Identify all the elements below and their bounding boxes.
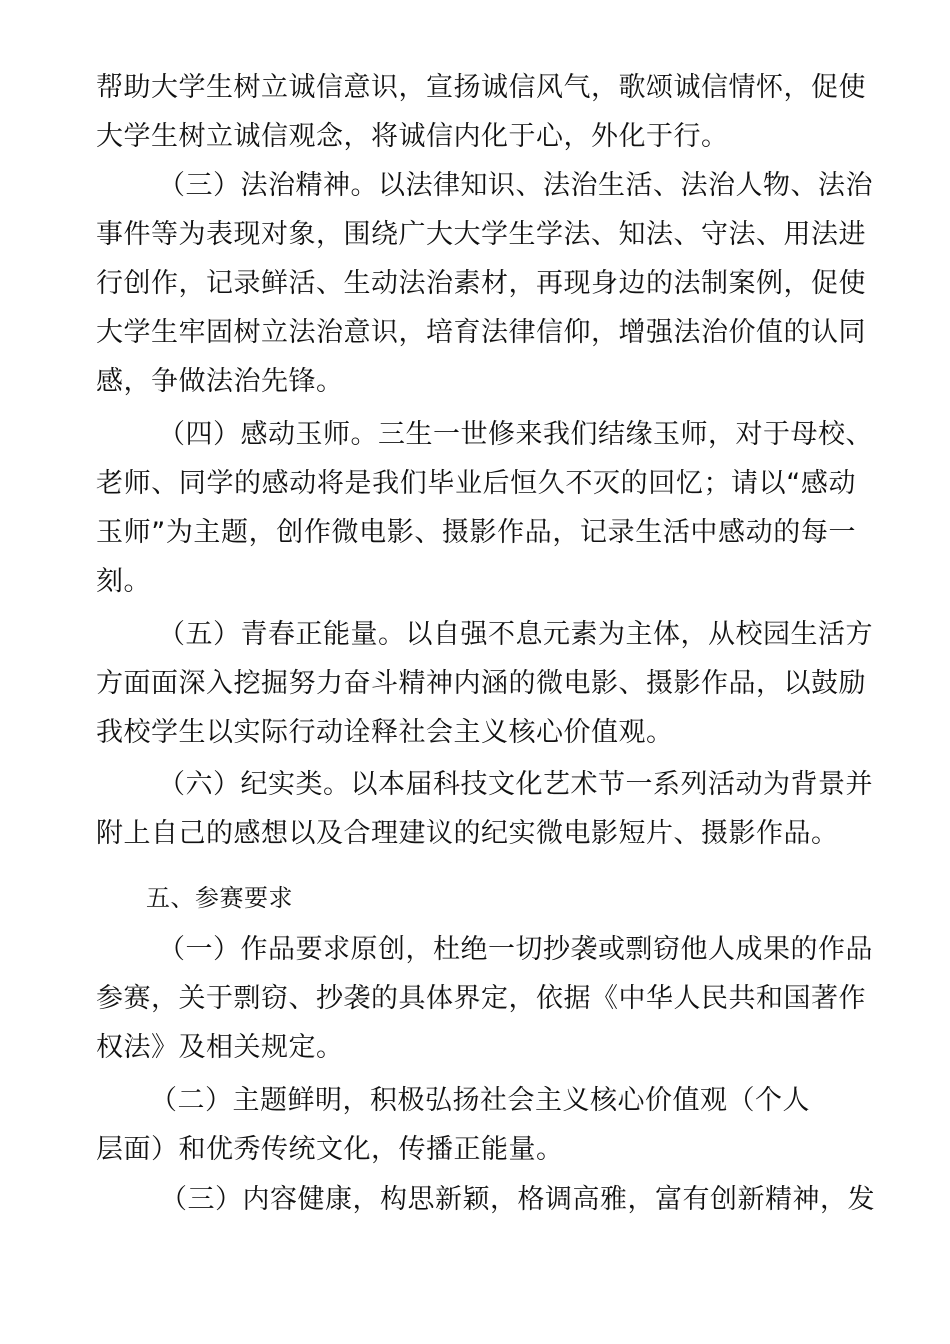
text-line: 附上自己的感想以及合理建议的纪实微电影短片、摄影作品。 (96, 818, 839, 849)
text-line: （二）主题鲜明，积极弘扬社会主义核心价值观（个人 (150, 1085, 810, 1116)
text-line: 事件等为表现对象，围绕广大大学生学法、知法、守法、用法进 (96, 219, 866, 250)
text-line: （一）作品要求原创，杜绝一切抄袭或剽窃他人成果的作品 (158, 934, 873, 965)
text-line: 帮助大学生树立诚信意识，宣扬诚信风气，歌颂诚信情怀，促使 (96, 72, 866, 103)
text-line: 参赛，关于剽窃、抄袭的具体界定，依据《中华人民共和国著作 (96, 983, 866, 1014)
text-line: （六）纪实类。以本届科技文化艺术节一系列活动为背景并 (158, 769, 873, 800)
text-line: 感，争做法治先锋。 (96, 366, 344, 397)
text-line: 大学生树立诚信观念，将诚信内化于心，外化于行。 (96, 121, 729, 152)
section-heading: 五、参赛要求 (146, 884, 293, 912)
text-line: （三）内容健康，构思新颖，格调高雅，富有创新精神，发 (160, 1184, 875, 1215)
text-line: 行创作，记录鲜活、生动法治素材，再现身边的法制案例，促使 (96, 268, 866, 299)
text-line: （三）法治精神。以法律知识、法治生活、法治人物、法治 (158, 170, 873, 201)
text-line: 大学生牢固树立法治意识，培育法律信仰，增强法治价值的认同 (96, 317, 866, 348)
text-line: 刻。 (96, 566, 151, 597)
text-line: 层面）和优秀传统文化，传播正能量。 (96, 1134, 564, 1165)
text-line: （五）青春正能量。以自强不息元素为主体，从校园生活方 (158, 619, 873, 650)
text-line: 老师、同学的感动将是我们毕业后恒久不灭的回忆；请以“感动 (96, 468, 856, 499)
text-line: 权法》及相关规定。 (96, 1032, 344, 1063)
text-line: 方面面深入挖掘努力奋斗精神内涵的微电影、摄影作品，以鼓励 (96, 668, 866, 699)
text-line: 玉师”为主题，创作微电影、摄影作品，记录生活中感动的每一 (96, 517, 856, 548)
text-line: 我校学生以实际行动诠释社会主义核心价值观。 (96, 717, 674, 748)
text-line: （四）感动玉师。三生一世修来我们结缘玉师，对于母校、 (158, 419, 873, 450)
